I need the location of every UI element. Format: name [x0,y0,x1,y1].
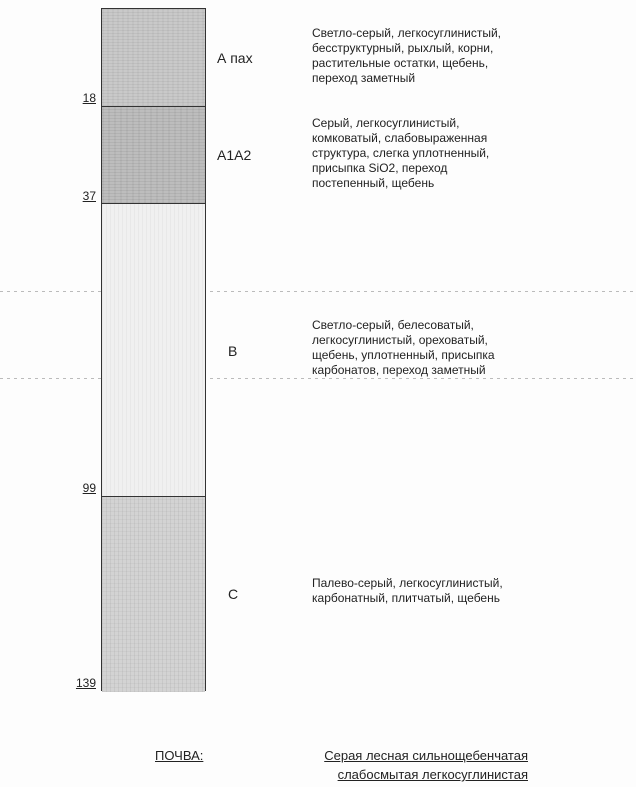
depth-label-99: 99 [82,481,96,495]
horizon-description-c: Палево-серый, легкосуглинистый, карбонатный, плитчатый, щебень [312,576,503,605]
soil-label: ПОЧВА: [155,748,204,763]
horizon-description-a1a2: Серый, легкосуглинистый, комковатый, слабовыраженная структура, слегка уплотненный, присыпка SiO2, переход постепенный, щебень [312,116,490,190]
horizon-c-layer [102,497,205,692]
soil-name-line-2: слабосмытая легкосуглинистая [337,767,528,782]
soil-name [313,746,528,784]
horizon-name-c: С [228,586,239,602]
horizon-a1a2-layer [102,107,205,204]
horizon-description-b: Светло-серый, белесоватый, легкосуглинистый, ореховатый, щебень, уплотненный, присыпка карбонатов, переход заметный [312,318,495,377]
depth-label-18: 18 [82,91,96,105]
horizon-b-layer [102,204,205,497]
soil-name-line-1: Серая лесная сильнощебенчатая [324,748,528,763]
scan-artifact-line [0,291,636,292]
horizon-a-pakh-layer [102,9,205,107]
horizon-name-a-pakh: А пах [217,50,253,66]
horizon-description-a-pakh: Светло-серый, легкосуглинистый, бесструктурный, рыхлый, корни, растительные остатки, щебень, переход заметный [312,26,501,85]
scan-artifact-line [0,378,636,379]
soil-profile-column [101,8,206,691]
depth-label-139: 139 [75,676,96,690]
depth-label-37: 37 [82,189,96,203]
horizon-name-a1a2: А1А2 [217,147,252,163]
horizon-name-b: В [228,343,238,359]
